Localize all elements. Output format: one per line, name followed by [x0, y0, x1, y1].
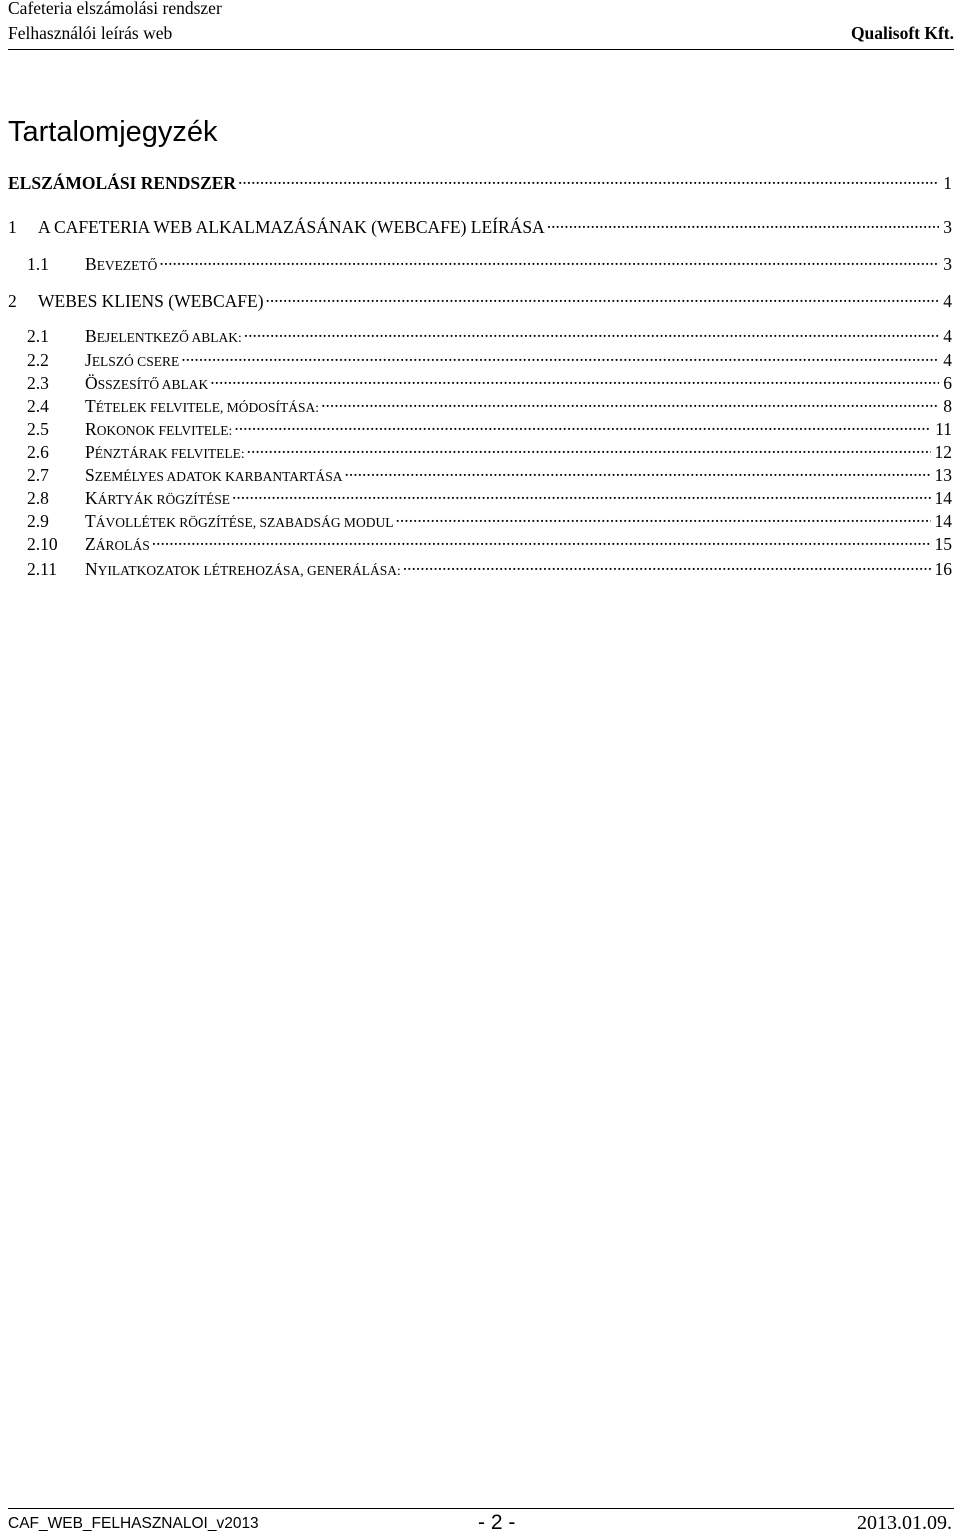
toc-entry-2-6[interactable] [27, 436, 952, 462]
toc-leader-dots [395, 505, 930, 527]
toc-page-number: 14 [934, 511, 952, 531]
toc-section-number: 1 [8, 217, 17, 237]
header-document-type: Felhasználói leírás web [8, 23, 173, 43]
toc-leader-dots [152, 528, 931, 550]
toc-entry-title: PÉNZTÁRAK FELVITELE: [85, 442, 245, 462]
toc-entry-title: JELSZÓ CSERE [85, 350, 180, 370]
toc-entry-elszamolasi-rendszer[interactable] [8, 167, 952, 193]
toc-entry-title: NYILATKOZATOK LÉTREHOZÁSA, GENERÁLÁSA: [85, 559, 401, 579]
toc-entry-2-8[interactable] [27, 482, 952, 508]
toc-title: Tartalomjegyzék [8, 116, 218, 148]
header-company-name: Qualisoft Kft. [850, 23, 954, 43]
toc-entry-title: SZEMÉLYES ADATOK KARBANTARTÁSA [85, 465, 343, 485]
toc-entry-2[interactable] [8, 285, 952, 311]
toc-page-number: 14 [934, 488, 952, 508]
toc-section-number: 2.11 [27, 559, 57, 579]
toc-leader-dots [159, 248, 939, 270]
toc-entry-2-11[interactable] [27, 553, 952, 579]
toc-entry-title: A CAFETERIA WEB ALKALMAZÁSÁNAK (WEBCAFE) LEÍRÁSA [38, 217, 545, 237]
toc-entry-2-10[interactable] [27, 528, 952, 554]
toc-entry-2-1[interactable] [27, 320, 952, 346]
toc-page-number: 8 [943, 396, 952, 416]
toc-leader-dots [181, 344, 939, 366]
toc-leader-dots [345, 459, 931, 481]
page-header [8, 0, 954, 50]
toc-page-number: 11 [935, 419, 952, 439]
toc-leader-dots [321, 390, 939, 412]
toc-page-number: 4 [943, 326, 952, 346]
toc-page-number: 12 [934, 442, 952, 462]
toc-page-number: 13 [934, 465, 952, 485]
toc-page-number: 1 [943, 173, 952, 193]
toc-page-number: 6 [943, 373, 952, 393]
toc-entry-2-9[interactable] [27, 505, 952, 531]
toc-entry-title: ÖSSZESÍTŐ ABLAK [85, 373, 209, 393]
toc-entry-2-5[interactable] [27, 413, 952, 439]
toc-entry-title: ELSZÁMOLÁSI RENDSZER [8, 173, 237, 193]
toc-entry-1-1[interactable] [27, 248, 952, 274]
toc-section-number: 2.9 [27, 511, 49, 531]
toc-section-number: 2.8 [27, 488, 49, 508]
header-system-name: Cafeteria elszámolási rendszer [8, 0, 222, 18]
toc-section-number: 2.7 [27, 465, 49, 485]
toc-section-number: 2 [8, 291, 17, 311]
toc-page-number: 4 [943, 350, 952, 370]
toc-entry-title: ROKONOK FELVITELE: [85, 419, 233, 439]
toc-leader-dots [403, 553, 931, 575]
toc-page-number: 4 [943, 291, 952, 311]
page-footer [8, 1508, 954, 1537]
toc-section-number: 2.2 [27, 350, 49, 370]
toc-leader-dots [234, 413, 931, 435]
toc-entry-title: KÁRTYÁK RÖGZÍTÉSE [85, 488, 230, 508]
toc-section-number: 2.10 [27, 534, 58, 554]
toc-section-number: 2.4 [27, 396, 49, 416]
toc-page-number: 3 [943, 254, 952, 274]
footer-date: 2013.01.09. [857, 1512, 952, 1534]
toc-leader-dots [244, 320, 939, 342]
toc-page-number: 16 [934, 559, 952, 579]
toc-entry-2-3[interactable] [27, 367, 952, 393]
toc-leader-dots [232, 482, 931, 504]
footer-page-number: - 2 - [478, 1511, 516, 1534]
toc-section-number: 2.1 [27, 326, 49, 346]
footer-document-id: CAF_WEB_FELHASZNALOI_v2013 [8, 1515, 259, 1532]
toc-leader-dots [238, 167, 939, 189]
toc-leader-dots [547, 211, 940, 233]
toc-entry-title: BEVEZETŐ [85, 254, 158, 274]
toc-entry-2-2[interactable] [27, 344, 952, 370]
toc-entry-title: BEJELENTKEZŐ ABLAK: [85, 326, 242, 346]
toc-entry-2-4[interactable] [27, 390, 952, 416]
toc-entry-title: ZÁROLÁS [85, 534, 150, 554]
toc-section-number: 2.6 [27, 442, 49, 462]
toc-section-number: 2.3 [27, 373, 49, 393]
toc-leader-dots [247, 436, 931, 458]
toc-page-number: 15 [934, 534, 952, 554]
toc-leader-dots [210, 367, 939, 389]
toc-entry-2-7[interactable] [27, 459, 952, 485]
toc-entry-title: TÉTELEK FELVITELE, MÓDOSÍTÁSA: [85, 396, 320, 416]
toc-leader-dots [266, 285, 940, 307]
toc-entry-title: WEBES KLIENS (WEBCAFE) [38, 291, 264, 311]
toc-page-number: 3 [943, 217, 952, 237]
toc-section-number: 1.1 [27, 254, 49, 274]
toc-entry-1[interactable] [8, 211, 952, 237]
toc-entry-title: TÁVOLLÉTEK RÖGZÍTÉSE, SZABADSÁG MODUL [85, 511, 394, 531]
toc-section-number: 2.5 [27, 419, 49, 439]
